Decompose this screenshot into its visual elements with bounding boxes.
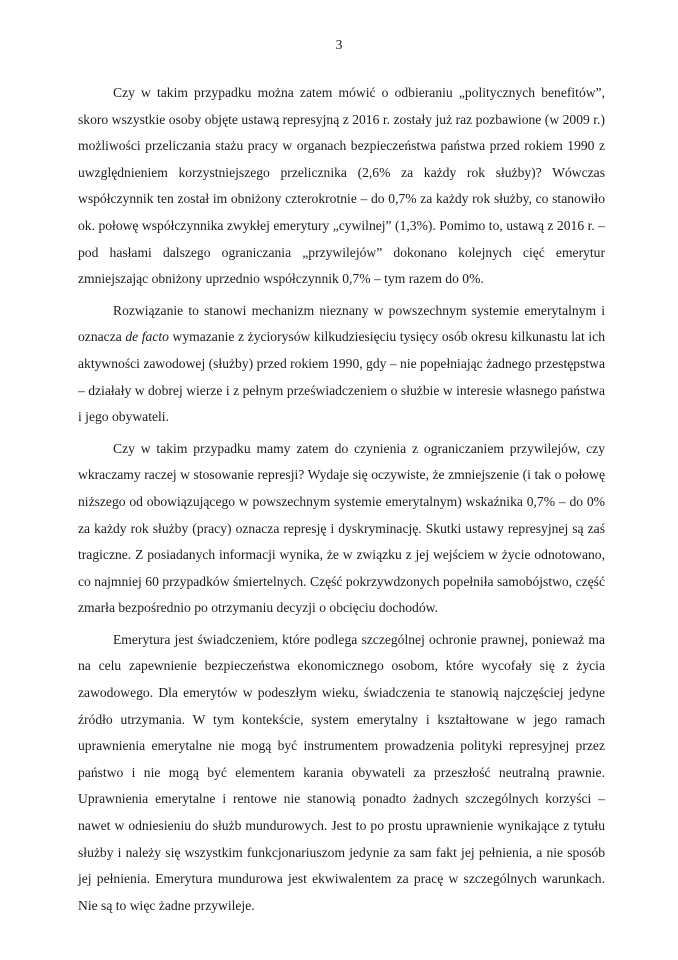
text-segment: Czy w takim przypadku mamy zatem do czynienia z ograniczaniem przywilejów, czy wkraczamy raczej w stosowanie represji? Wydaje się oczywiste, że zmniejszenie (i tak o połowę niższego od obowiązującego w powszechnym systemie emerytalnym) wskaźnika 0,7% – do 0% za każdy rok służby (pracy) oznacza represję i dyskryminację. Skutki ustawy represyjnej są zaś tragiczne. Z posiadanych informacji wynika, że w związku z jej wejściem w życie odnotowano, co najmniej 60 przypadków śmiertelnych. Część pokrzywdzonych popełniła samobójstwo, część zmarła bezpośrednio po otrzymaniu decyzji o obcięciu dochodów. [78,440,605,616]
page-number: 3 [335,37,343,52]
paragraph [78,436,605,622]
italic-text-segment: de facto [125,329,169,345]
paragraph [78,298,605,431]
document-body [78,80,605,919]
text-segment: Rozwiązanie to stanowi mechanizm nieznany w powszechnym systemie emerytalnym i oznacza [78,302,605,345]
text-segment: Czy w takim przypadku można zatem mówić o odbieraniu „politycznych benefitów”, skoro wszystkie osoby objęte ustawą represyjną z 2016 r. zostały już raz pozbawione (w 2009 r.) możliwości przeliczania stażu pracy w organach bezpieczeństwa państwa przed rokiem 1990 z uwzględnieniem korzystniejszego przelicznika (2,6% za każdy rok służby)? Wówczas współczynnik ten został im obniżony czterokrotnie – do 0,7% za każdy rok służby, co stanowiło ok. połowę współczynnika zwykłej emerytury „cywilnej” (1,3%). Pomimo to, ustawą z 2016 r. – pod hasłami dalszego ograniczania „przywilejów” dokonano kolejnych cięć emerytur zmniejszając obniżony uprzednio współczynnik 0,7% – tym razem do 0%. [78,85,605,287]
paragraph [78,627,605,920]
text-segment: Emerytura jest świadczeniem, które podlega szczególnej ochronie prawnej, ponieważ ma na celu zapewnienie bezpieczeństwa ekonomicznego osobom, które wycofały się z życia zawodowego. Dla emerytów w podeszłym wieku, świadczenia te stanowią najczęściej jedyne źródło utrzymania. W tym kontekście, system emerytalny i kształtowane w jego ramach uprawnienia emerytalne nie mogą być instrumentem prowadzenia polityki represyjnej przez państwo i nie mogą być elementem karania obywateli za przeszłość neutralną prawnie. Uprawnienia emerytalne i rentowe nie stanowią ponadto żadnych szczególnych korzyści – nawet w odniesieniu do służb mundurowych. Jest to po prostu uprawnienie wynikające z tytułu służby i należy się wszystkim funkcjonariuszom jedynie za sam fakt jej pełnienia, a nie sposób jej pełnienia. Emerytura mundurowa jest ekwiwalentem za pracę w szczególnych warunkach. Nie są to więc żadne przywileje. [78,631,605,913]
paragraph [78,80,605,293]
text-segment: wymazanie z życiorysów kilkudziesięciu tysięcy osób okresu kilkunastu lat ich aktywności zawodowej (służby) przed rokiem 1990, gdy – nie popełniając żadnego przestępstwa – działały w dobrej wierze i z pełnym przeświadczeniem o służbie w interesie własnego państwa i jego obywateli. [78,329,605,425]
